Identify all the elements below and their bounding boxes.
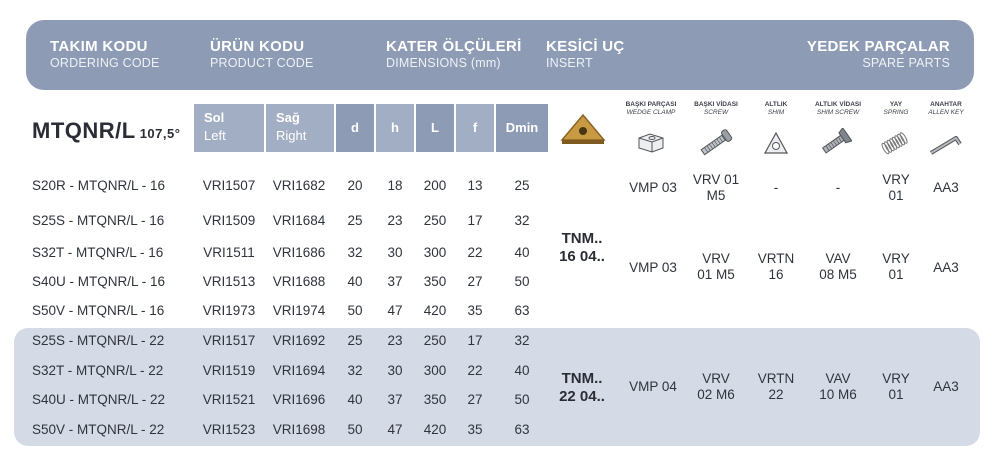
- row-left-code: VRI1513: [202, 274, 256, 289]
- header-dimensions: KATER ÖLÇÜLERİ DIMENSIONS (mm): [386, 38, 522, 70]
- row-h: 18: [387, 178, 403, 193]
- allen-key-value: AA3: [933, 260, 959, 275]
- row-h: 23: [387, 213, 403, 228]
- spring-icon: [878, 128, 912, 158]
- row-f: 35: [467, 303, 483, 318]
- row-right-code: VRI1684: [272, 213, 326, 228]
- row-left-code: VRI1973: [202, 303, 256, 318]
- spare-header-shim-screw: ALTLIK VİDASI SHIM SCREW: [814, 101, 862, 116]
- row-L: 300: [423, 245, 447, 260]
- row-right-code: VRI1682: [272, 178, 326, 193]
- row-right-code: VRI1974: [272, 303, 326, 318]
- col-header-dmin: Dmin: [496, 104, 548, 152]
- row-left-code: VRI1507: [202, 178, 256, 193]
- row-d: 50: [347, 303, 363, 318]
- allen-key-value: AA3: [933, 180, 959, 195]
- col-header-L: L: [416, 104, 454, 152]
- row-d: 20: [347, 178, 363, 193]
- row-left-code: VRI1509: [202, 213, 256, 228]
- insert-triangle-icon: [560, 112, 606, 146]
- row-left-code: VRI1517: [202, 333, 256, 348]
- clamp-value: VMP 03: [629, 260, 677, 275]
- row-h: 47: [387, 303, 403, 318]
- spring-value: VRY 01: [882, 172, 910, 203]
- row-dmin: 40: [514, 363, 530, 378]
- row-L: 420: [423, 303, 447, 318]
- row-f: 35: [467, 422, 483, 437]
- spare-header-spring: YAY SPRING: [883, 101, 909, 116]
- row-left-code: VRI1523: [202, 422, 256, 437]
- row-h: 30: [387, 363, 403, 378]
- row-ordering-code: S25S - MTQNR/L - 16: [32, 213, 165, 228]
- row-L: 300: [423, 363, 447, 378]
- row-d: 32: [347, 245, 363, 260]
- row-right-code: VRI1696: [272, 392, 326, 407]
- row-d: 40: [347, 274, 363, 289]
- row-ordering-code: S40U - MTQNR/L - 22: [32, 392, 166, 407]
- row-dmin: 32: [514, 213, 530, 228]
- row-left-code: VRI1519: [202, 363, 256, 378]
- allen-key-icon: [928, 128, 966, 158]
- row-dmin: 25: [514, 178, 530, 193]
- row-dmin: 63: [514, 422, 530, 437]
- row-right-code: VRI1692: [272, 333, 326, 348]
- shim-value: VRTN 16: [757, 251, 795, 282]
- clamp-value: VMP 04: [629, 379, 677, 394]
- row-d: 25: [347, 333, 363, 348]
- row-right-code: VRI1686: [272, 245, 326, 260]
- row-L: 350: [423, 392, 447, 407]
- row-L: 250: [423, 213, 447, 228]
- row-h: 23: [387, 333, 403, 348]
- table-header-bar: [26, 20, 974, 90]
- row-d: 32: [347, 363, 363, 378]
- shim-value: -: [773, 180, 779, 195]
- row-dmin: 50: [514, 274, 530, 289]
- row-right-code: VRI1694: [272, 363, 326, 378]
- row-left-code: VRI1511: [203, 245, 255, 260]
- row-L: 420: [423, 422, 447, 437]
- clamp-value: VMP 03: [629, 180, 677, 195]
- row-right-code: VRI1688: [272, 274, 326, 289]
- wedge-clamp-icon: [636, 128, 666, 158]
- row-dmin: 63: [514, 303, 530, 318]
- row-ordering-code: S50V - MTQNR/L - 16: [32, 303, 165, 318]
- header-spare-parts: YEDEK PARÇALAR SPARE PARTS: [806, 38, 950, 70]
- row-d: 50: [347, 422, 363, 437]
- shim-screw-value: -: [835, 180, 841, 195]
- row-f: 22: [467, 245, 483, 260]
- row-d: 25: [347, 213, 363, 228]
- spare-header-screw: BAŞKI VİDASI SCREW: [694, 101, 738, 116]
- row-ordering-code: S25S - MTQNR/L - 22: [32, 333, 165, 348]
- screw-value: VRV 01 M5: [692, 172, 740, 203]
- shim-screw-icon: [818, 128, 852, 158]
- row-dmin: 32: [514, 333, 530, 348]
- shim-screw-value: VAV 08 M5: [819, 251, 857, 282]
- shim-icon: [762, 128, 790, 158]
- spare-header-wedge-clamp: BAŞKI PARÇASI WEDGE CLAMP: [625, 101, 677, 116]
- row-left-code: VRI1521: [202, 392, 256, 407]
- row-dmin: 50: [514, 392, 530, 407]
- row-ordering-code: S32T - MTQNR/L - 22: [32, 363, 164, 378]
- row-L: 350: [423, 274, 447, 289]
- row-ordering-code: S20R - MTQNR/L - 16: [32, 178, 166, 193]
- row-f: 17: [467, 213, 483, 228]
- header-insert: KESİCİ UÇ INSERT: [546, 38, 625, 70]
- row-h: 47: [387, 422, 403, 437]
- col-header-right: Sağ Right: [266, 104, 334, 152]
- row-h: 37: [387, 274, 403, 289]
- tool-title: MTQNR/L 107,5°: [32, 118, 181, 143]
- shim-value: VRTN 22: [757, 371, 795, 402]
- insert-code-16: TNM.. 16 04..: [559, 230, 605, 265]
- row-f: 13: [467, 178, 483, 193]
- row-f: 27: [467, 392, 483, 407]
- row-L: 200: [423, 178, 447, 193]
- spring-value: VRY 01: [882, 371, 910, 402]
- screw-icon: [696, 128, 736, 158]
- row-right-code: VRI1698: [272, 422, 326, 437]
- row-f: 22: [467, 363, 483, 378]
- row-ordering-code: S32T - MTQNR/L - 16: [32, 245, 164, 260]
- spring-value: VRY 01: [882, 251, 910, 282]
- screw-value: VRV 02 M6: [697, 371, 735, 402]
- row-dmin: 40: [514, 245, 530, 260]
- screw-value: VRV 01 M5: [697, 251, 735, 282]
- header-ordering-code: TAKIM KODU ORDERING CODE: [50, 38, 160, 70]
- spare-header-allen-key: ANAHTAR ALLEN KEY: [928, 101, 964, 116]
- col-header-h: h: [376, 104, 414, 152]
- row-ordering-code: S50V - MTQNR/L - 22: [32, 422, 165, 437]
- row-L: 250: [423, 333, 447, 348]
- shim-screw-value: VAV 10 M6: [819, 371, 857, 402]
- header-product-code: ÜRÜN KODU PRODUCT CODE: [210, 38, 314, 70]
- spare-header-shim: ALTLIK SHIM: [764, 101, 788, 116]
- col-header-d: d: [336, 104, 374, 152]
- allen-key-value: AA3: [933, 379, 959, 394]
- row-h: 37: [387, 392, 403, 407]
- row-ordering-code: S40U - MTQNR/L - 16: [32, 274, 166, 289]
- row-h: 30: [387, 245, 403, 260]
- col-header-left: Sol Left: [194, 104, 264, 152]
- row-f: 27: [467, 274, 483, 289]
- col-header-f: f: [456, 104, 494, 152]
- row-d: 40: [347, 392, 363, 407]
- row-f: 17: [467, 333, 483, 348]
- insert-code-22: TNM.. 22 04..: [559, 370, 605, 405]
